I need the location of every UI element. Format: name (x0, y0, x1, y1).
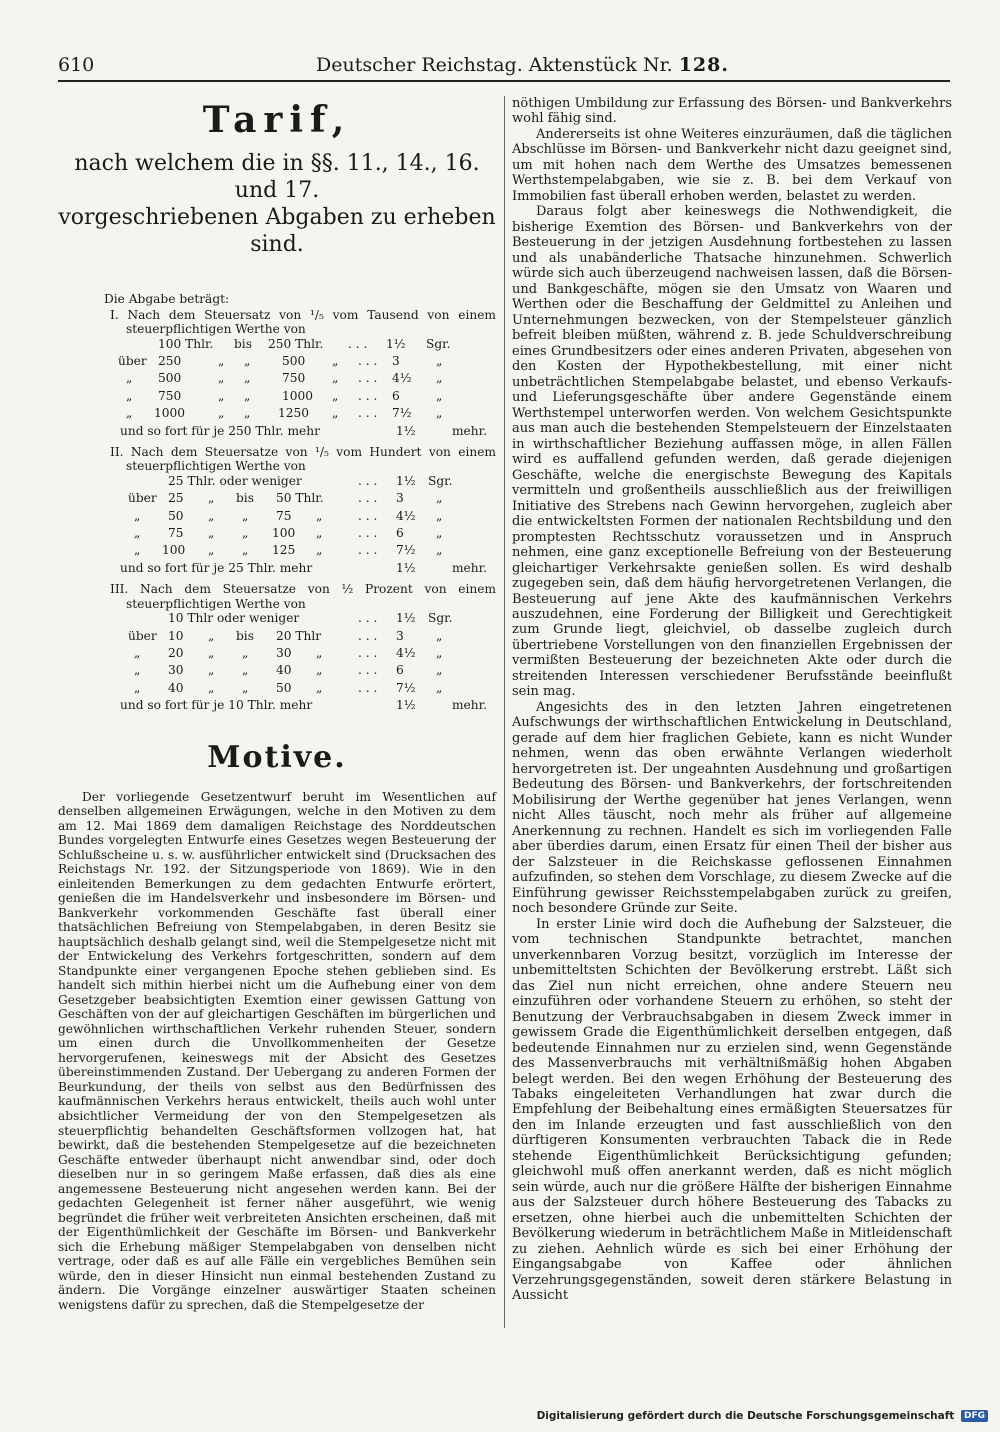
tarif-ditto: „ (208, 526, 215, 541)
tarif-amount: 1½ (396, 473, 416, 488)
tarif-prefix: „ (134, 526, 141, 541)
tarif-bis: bis (236, 491, 254, 506)
tarif-ditto: „ (436, 628, 443, 643)
column-divider (504, 96, 505, 1328)
tarif-ditto: „ (436, 491, 443, 506)
tarif-ditto: „ (436, 680, 443, 695)
tarif-section-3 (58, 582, 496, 715)
tarif-amount: 1½ (396, 423, 416, 438)
tarif-from: 100 Thlr. (158, 336, 214, 351)
tarif-end: mehr. (452, 560, 487, 575)
tarif-row (58, 543, 496, 560)
tarif-subtitle-line-2: vorgeschriebenen Abgaben zu erheben sind. (58, 205, 496, 257)
tarif-sofort-text: und so fort für je 250 Thlr. mehr (120, 423, 320, 438)
tarif-ditto: „ (242, 663, 249, 678)
tarif-ditto: „ (244, 353, 251, 368)
tarif-ditto: „ (316, 543, 323, 558)
running-title-text: Deutscher Reichstag. Aktenstück Nr. (316, 54, 673, 76)
tarif-ditto: „ (316, 526, 323, 541)
tarif-row-sofort (58, 424, 496, 441)
tarif-dots: . . . (348, 336, 368, 351)
tarif-ditto: „ (332, 371, 339, 386)
tarif-ditto: „ (242, 680, 249, 695)
tarif-ditto: „ (436, 406, 443, 421)
tarif-ditto: „ (436, 543, 443, 558)
tarif-from: 1000 (154, 406, 186, 421)
tarif-prefix: „ (126, 388, 133, 403)
tarif-end: mehr. (452, 698, 487, 713)
document-number: 128. (678, 54, 729, 76)
tarif-ditto: „ (244, 388, 251, 403)
tarif-ditto: „ (208, 543, 215, 558)
tarif-title: Tarif, (202, 99, 352, 141)
digitization-credit (537, 1410, 988, 1422)
tarif-to: 50 Thlr. (276, 491, 324, 506)
tarif-amount: 1½ (386, 336, 406, 351)
tarif-amount: 3 (396, 491, 404, 506)
tarif-to: 30 (276, 646, 292, 661)
page-number: 610 (58, 54, 95, 76)
tarif-section-1 (58, 308, 496, 441)
tarif-section-2 (58, 445, 496, 578)
tarif-from: 750 (158, 388, 182, 403)
tarif-ditto: „ (332, 388, 339, 403)
tarif-from: 10 (168, 628, 184, 643)
tarif-dots: . . . (358, 473, 378, 488)
tarif-from: 40 (168, 680, 184, 695)
tarif-dots: . . . (358, 526, 378, 541)
tarif-row (58, 491, 496, 508)
tarif-prefix: „ (134, 680, 141, 695)
right-column (512, 96, 952, 1304)
tarif-row (58, 526, 496, 543)
tarif-row (58, 371, 496, 388)
tarif-ditto: „ (208, 628, 215, 643)
tarif-row (58, 646, 496, 663)
tarif-ditto: „ (316, 663, 323, 678)
motive-paragraph: Andererseits ist ohne Weiteres einzuräumen, daß die täglichen Abschlüsse im Börsen- und Bankverkehr nicht dazu geeignet sind, um mit hohen nach dem Werthe des Umsatzes bemessenen Werthstempelabgaben, wie sie z. B. bei dem Verkauf von Immobilien fast überall erhoben werden, belastet zu werden. (512, 126, 952, 204)
tarif-ditto: „ (436, 371, 443, 386)
tarif-ditto: „ (208, 663, 215, 678)
tarif-ditto: „ (244, 406, 251, 421)
page-header (58, 52, 950, 82)
tarif-ditto: „ (316, 508, 323, 523)
tarif-row (58, 389, 496, 406)
tarif-ditto: „ (208, 646, 215, 661)
left-column (58, 96, 496, 1312)
tarif-end: mehr. (452, 423, 487, 438)
tarif-to: 20 Thlr (276, 628, 322, 643)
tarif-to: 50 (276, 680, 292, 695)
tarif-sofort-text: und so fort für je 10 Thlr. mehr (120, 698, 313, 713)
tarif-ditto: „ (332, 406, 339, 421)
tarif-row (58, 611, 496, 628)
tarif-ditto: „ (208, 680, 215, 695)
tarif-prefix: über (118, 353, 147, 368)
tarif-open: 25 Thlr. oder weniger (168, 473, 302, 488)
tarif-amount: 4½ (392, 371, 412, 386)
tarif-ditto: „ (242, 646, 249, 661)
tarif-amount: 6 (396, 526, 404, 541)
tarif-ditto: „ (244, 371, 251, 386)
tarif-subtitle-line-1: nach welchem die in §§. 11., 14., 16. und 17. (74, 151, 480, 203)
tarif-ditto: „ (332, 353, 339, 368)
tarif-amount: 4½ (396, 646, 416, 661)
tarif-row (58, 354, 496, 371)
tarif-dots: . . . (358, 508, 378, 523)
tarif-amount: 4½ (396, 508, 416, 523)
tarif-amount: 1½ (396, 698, 416, 713)
tarif-ditto: „ (208, 491, 215, 506)
tarif-ditto: „ (436, 526, 443, 541)
tarif-open: 10 Thlr oder weniger (168, 611, 300, 626)
tarif-prefix: über (128, 628, 157, 643)
tarif-ditto: „ (208, 508, 215, 523)
tarif-prefix: „ (126, 371, 133, 386)
tarif-ditto: „ (218, 406, 225, 421)
tarif-to: 500 (282, 353, 306, 368)
tarif-ditto: „ (436, 353, 443, 368)
tarif-row (58, 337, 496, 354)
tarif-bis: bis (236, 628, 254, 643)
tarif-amount: 1½ (396, 611, 416, 626)
tarif-from: 75 (168, 526, 184, 541)
tarif-prefix: „ (126, 406, 133, 421)
tarif-dots: . . . (358, 663, 378, 678)
tarif-row (58, 474, 496, 491)
tarif-ditto: „ (242, 543, 249, 558)
tarif-row (58, 629, 496, 646)
tarif-ditto: „ (242, 508, 249, 523)
tarif-dots: . . . (358, 491, 378, 506)
tarif-bis: bis (234, 336, 252, 351)
tarif-to: 75 (276, 508, 292, 523)
tarif-ditto: „ (218, 353, 225, 368)
tarif-section-heading: III. Nach dem Steuersatze von ½ Prozent von einem steuerpflichtigen Werthe von (110, 582, 496, 611)
tarif-to: 100 (272, 526, 296, 541)
tarif-to: 250 Thlr. (268, 336, 324, 351)
tarif-section-heading: I. Nach dem Steuersatz von ¹/₅ vom Tausend von einem steuerpflichtigen Werthe von (110, 307, 496, 337)
motive-paragraph: In erster Linie wird doch die Aufhebung der Salzsteuer, die vom technischen Standpunkte betrachtet, manchen unverkennbaren Vorzug besitzt, vorzüglich im Interesse der unbemitteltsten Schichten der Bevölkerung erstrebt. Läßt sich das Ziel nun nicht erreichen, ohne andere Steuern neu einzuführen oder vorhandene Steuern zu erhöhen, so steht der Benutzung der Verbrauchsabgaben in diesem Zweck immer in gewissem Grade die Eigenthümlichkeit derselben entgegen, daß bedeutende Einnahmen nur zu erzielen sind, wenn Gegenstände des Massenverbrauchs mit verhältnißmäßig hohen Abgaben belegt werden. Bei den wegen Erhöhung der Besteuerung des Tabaks eingeleiteten Verhandlungen hat zwar durch die Empfehlung der Beibehaltung eines ermäßigten Steuersatzes für den im Inlande erzeugten und fast ausschließlich von den dürftigeren Konsumenten verbrauchten Taback die in Rede stehende Eigenthümlichkeit Berücksichtigung gefunden; gleichwohl muß offen anerkannt werden, daß es nicht möglich sein würde, auch nur die größere Hälfte der bisherigen Einnahme aus der Salzsteuer durch höhere Besteuerung des Tabacks zu ersetzen, ohne hierbei auch die unbemittelten Schichten der Bevölkerung wiederum in beträchtlichem Maße in Mitleidenschaft zu ziehen. Aehnlich würde es sich bei einer Erhöhung der Eingangsabgabe von Kaffee oder ähnlichen Verzehrungsgegenständen, soweit deren stärkere Belastung in Aussicht (512, 916, 952, 1304)
running-title (316, 54, 729, 76)
tarif-ditto: „ (436, 663, 443, 678)
tarif-ditto: „ (436, 508, 443, 523)
tarif-sofort-text: und so fort für je 25 Thlr. mehr (120, 560, 313, 575)
tarif-prefix: „ (134, 508, 141, 523)
tarif-ditto: „ (316, 646, 323, 661)
tarif-dots: . . . (358, 680, 378, 695)
tarif-subtitle (58, 150, 496, 258)
tarif-to: 40 (276, 663, 292, 678)
tarif-prefix: „ (134, 646, 141, 661)
motive-paragraph: nöthigen Umbildung zur Erfassung des Börsen- und Bankverkehrs wohl fähig sind. (512, 96, 952, 127)
tarif-row-sofort (58, 698, 496, 715)
tarif-to: 750 (282, 371, 306, 386)
tarif-prefix: „ (134, 663, 141, 678)
tarif-unit: Sgr. (426, 336, 451, 351)
tarif-ditto: „ (218, 371, 225, 386)
tarif-row (58, 509, 496, 526)
tarif-dots: . . . (358, 406, 378, 421)
tarif-dots: . . . (358, 388, 378, 403)
motive-paragraph: Daraus folgt aber keineswegs die Nothwendigkeit, die bisherige Exemtion des Börsen- und Bankverkehrs von der Besteuerung in der jetzigen Ausdehnung fortbestehen zu lassen und als unabänderliche Thatsache hinzunehmen. Schwerlich würde sich auch überzeugend nachweisen lassen, daß die Börsen- und Bankgeschäfte, mögen sie den Umsatz von Waaren und Werthen oder die Beschaffung der Geldmittel zu Anleihen und Unternehmungen bezwecken, von der Stempelsteuer gänzlich befreit bleiben müßten, während z. B. jede Schuldverschreibung eines Grundbesitzers oder eines anderen Privaten, abgesehen von den Kosten der Hypothekbestellung, mit einer nicht unbeträchtlichen Stempelabgabe belastet, und ebenso Verkaufs- und Lieferungsgeschäfte über andere Gegenstände einem Werthstempel unterworfen werden. Von welchem Gesichtspunkte aus man auch die bestehenden Stempelsteuern der Einzelstaaten in wirthschaftlicher Beziehung auffassen möge, in allen Fällen wird es auffallend gefunden werden, daß gerade diejenigen Geschäfte, welche die energischste Bewegung des Kapitals vermitteln und großentheils ausschließlich aus der freiwilligen Initiative des Strebens nach Gewinn hervorgehen, zugleich aber die entwickeltsten Formen der nationalen Rechtsbildung und den promptesten Rechtsschutz voraussetzen und in Anspruch nehmen, eine ganz exceptionelle Befreiung von der Besteuerung gleichartiger Verkehrsakte genießen sollen. Es wird deshalb zugegeben sein, daß dem häufig hervorgetretenen Verlangen, die Besteuerung auf jene Akte des kaufmännischen Verkehrs auszudehnen, eine Forderung der Billigkeit und Gerechtigkeit zum Grunde liegt, gleichviel, ob dasselbe zugleich durch übertriebene Vorstellungen von den finanziellen Ergebnissen der vermißten Besteuerung der bezeichneten Akte oder durch die streitenden Interessen verschiedener Berufsstände beeinflußt sein mag. (512, 204, 952, 700)
tarif-ditto: „ (436, 388, 443, 403)
tarif-dots: . . . (358, 543, 378, 558)
tarif-ditto: „ (316, 680, 323, 695)
tarif-from: 50 (168, 508, 184, 523)
tarif-ditto: „ (242, 526, 249, 541)
motive-paragraph: Der vorliegende Gesetzentwurf beruht im Wesentlichen auf denselben allgemeinen Erwägungen, welche in den Motiven zu dem am 12. Mai 1869 dem damaligen Reichstage des Norddeutschen Bundes vorgelegten Entwurfe eines Gesetzes wegen Besteuerung der Schlußscheine u. s. w. ausführlicher entwickelt sind (Drucksachen des Reichstags Nr. 192. der Sitzungsperiode von 1869). Wie in den einleitenden Bemerkungen zu dem gedachten Entwurfe erörtert, genießen die im Handelsverkehr und insbesondere im Börsen- und Bankverkehr vorkommenden Geschäfte fast überall einer thatsächlichen Befreiung von Stempelabgaben, in deren Besitz sie hauptsächlich deshalb gelangt sind, weil die Stempelgesetze nicht mit der Entwickelung des Verkehrs fortgeschritten, sondern auf dem Standpunkte einer vergangenen Epoche stehen geblieben sind. Es handelt sich mithin hierbei nicht um die Aufhebung einer von dem Gesetzgeber beabsichtigten Exemtion einer gewissen Gattung von Geschäften von der auf gleichartigen Geschäften im bürgerlichen und gewöhnlichen wirthschaftlichen Verkehr ruhenden Steuer, sondern um einen durch die Unvollkommenheiten der Gesetze hervorgerufenen, keineswegs mit der Absicht des Gesetzes übereinstimmenden Zustand. Der Uebergang zu anderen Formen der Beurkundung, der theils von selbst aus den Bedürfnissen des kaufmännischen Verkehrs heraus entwickelt, theils auch wohl unter absichtlicher Vermeidung der von den Stempelgesetzen als steuerpflichtig behandelten Geschäftsformen vollzogen hat, hat bewirkt, daß die bestehenden Stempelgesetze auf die bezeichneten Geschäfte entweder überhaupt nicht anwendbar sind, oder doch dieselben nur in so geringem Maße erfassen, daß dies als eine angemessene Besteuerung nicht angesehen werden kann. Bei der gedachten Gelegenheit ist ferner näher ausgeführt, wie wenig begründet die früher weit verbreiteten Ansichten erscheinen, daß mit der Eigenthümlichkeit der Geschäfte im Börsen- und Bankverkehr sich die Erhebung mäßiger Stempelabgaben von denselben nicht vertrage, oder daß es auf alle Fälle ein vergebliches Bemühen sein würde, den in dieser Hinsicht nun einmal bestehenden Zustand zu ändern. Die Vorgänge einzelner auswärtiger Staaten scheinen wenigstens dafür zu sprechen, daß die Stempelgesetze der (58, 789, 496, 1312)
tarif-amount: 3 (396, 628, 404, 643)
tarif-lead: Die Abgabe beträgt: (104, 292, 230, 306)
tarif-dots: . . . (358, 353, 378, 368)
tarif-prefix: „ (134, 543, 141, 558)
motive-paragraph: Angesichts des in den letzten Jahren eingetretenen Aufschwungs der wirthschaftlichen Entwickelung in Deutschland, gerade auf dem hier fraglichen Gebiete, kann es nicht Wunder nehmen, wenn das oben erwähnte Verlangen wiederholt hervorgetreten ist. Der ungeahnten Ausdehnung und großartigen Bedeutung des Börsen- und Bankverkehrs, der fortschreitenden Mobilisirung der Werthe gegenüber hat jenes Verlangen, wenn nicht Alles täuscht, noch mehr als früher auf allgemeine Anerkennung zu rechnen. Handelt es sich im vorliegenden Falle aber überdies darum, einen Ersatz für einen Theil der bisher aus der Salzsteuer in die Reichskasse geflossenen Einnahmen aufzufinden, so stehen dem Vorschlage, zu diesem Zwecke auf die Einführung gewisser Reichsstempelabgaben zurück zu greifen, noch besondere Gründe zur Seite. (512, 699, 952, 917)
tarif-dots: . . . (358, 628, 378, 643)
tarif-amount: 3 (392, 353, 400, 368)
tarif-unit: Sgr. (428, 611, 453, 626)
tarif-to: 125 (272, 543, 296, 558)
tarif-prefix: über (128, 491, 157, 506)
tarif-section-heading: II. Nach dem Steuersatze von ¹/₅ vom Hundert von einem steuerpflichtigen Werthe von (110, 444, 496, 474)
tarif-amount: 7½ (396, 543, 416, 558)
tarif-from: 500 (158, 371, 182, 386)
tarif-amount: 1½ (396, 560, 416, 575)
dfg-logo: DFG (961, 1410, 988, 1422)
tarif-from: 25 (168, 491, 184, 506)
tarif-dots: . . . (358, 371, 378, 386)
tarif-from: 250 (158, 353, 182, 368)
tarif-unit: Sgr. (428, 473, 453, 488)
tarif-amount: 7½ (392, 406, 412, 421)
motive-title: Motive. (207, 739, 347, 775)
credit-text: Digitalisierung gefördert durch die Deutsche Forschungsgemeinschaft (536, 1410, 955, 1422)
tarif-row (58, 681, 496, 698)
tarif-to: 1000 (282, 388, 314, 403)
tarif-to: 1250 (278, 406, 310, 421)
tarif-amount: 7½ (396, 680, 416, 695)
tarif-from: 30 (168, 663, 184, 678)
tarif-from: 20 (168, 646, 184, 661)
tarif-dots: . . . (358, 611, 378, 626)
tarif-amount: 6 (392, 388, 400, 403)
tarif-row-sofort (58, 561, 496, 578)
tarif-dots: . . . (358, 646, 378, 661)
tarif-row (58, 406, 496, 423)
tarif-from: 100 (162, 543, 186, 558)
tarif-ditto: „ (218, 388, 225, 403)
tarif-row (58, 663, 496, 680)
tarif-amount: 6 (396, 663, 404, 678)
tarif-ditto: „ (436, 646, 443, 661)
